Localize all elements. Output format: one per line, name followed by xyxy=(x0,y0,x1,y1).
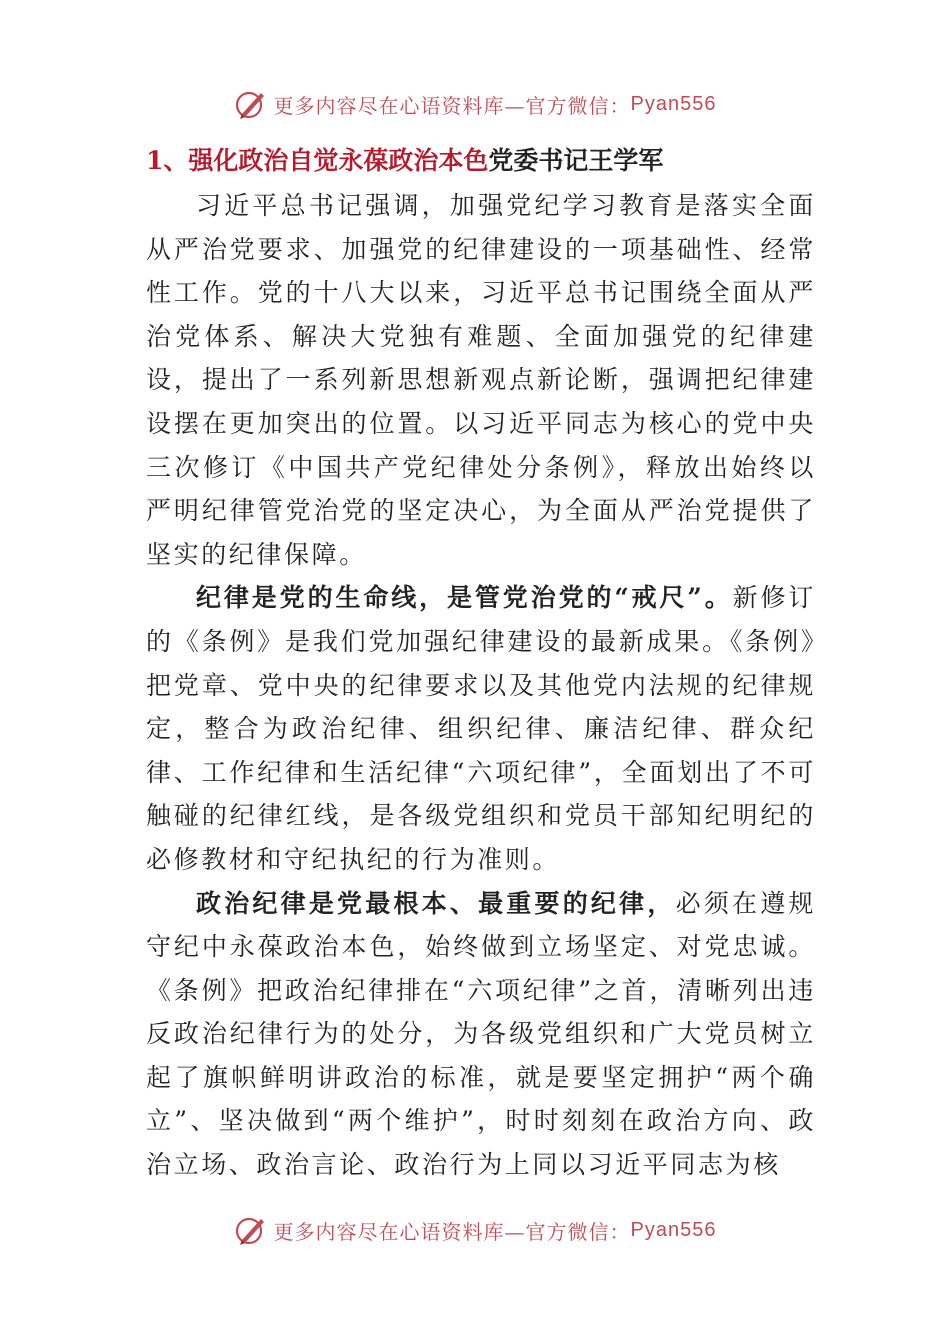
article-title xyxy=(146,138,816,184)
pen-logo-icon xyxy=(234,87,268,121)
title-author: 党委书记王学军 xyxy=(488,146,664,175)
paragraph-3 xyxy=(146,882,816,1187)
paragraph-text: 新修订的《条例》是我们党加强纪律建设的最新成果。《条例》把党章、党中央的纪律要求以及其他党内法规的纪律规定，整合为政治纪律、组织纪律、廉洁纪律、群众纪律、工作纪律和生活纪律“六项纪律”，全面划出了不可触碰的纪律红线，是各级党组织和党员干部知纪明纪的必修教材和守纪执纪的行为准则。 xyxy=(146,583,816,874)
title-heading: 1、强化政治自觉永葆政治本色 xyxy=(146,146,489,175)
paragraph-2 xyxy=(146,576,816,881)
watermark-wechat-id: Pyan556 xyxy=(630,92,717,115)
footer-watermark xyxy=(0,1210,950,1250)
paragraph-text: 必须在遵规守纪中永葆政治本色，始终做到立场坚定、对党忠诚。《条例》把政治纪律排在“六项纪律”之首，清晰列出违反政治纪律行为的处分，为各级党组织和广大党员树立起了旗帜鲜明讲政治的标准，就是要坚定拥护“两个确立”、坚决做到“两个维护”，时时刻刻在政治方向、政治立场、政治言论、政治行为上同以习近平同志为核 xyxy=(146,888,816,1180)
header-watermark xyxy=(0,84,950,124)
paragraph-text: 习近平总书记强调，加强党纪学习教育是落实全面从严治党要求、加强党的纪律建设的一项基础性、经常性工作。党的十八大以来，习近平总书记围绕全面从严治党体系、解决大党独有难题、全面加强党的纪律建设，提出了一系列新思想新观点新论断，强调把纪律建设摆在更加突出的位置。以习近平同志为核心的党中央三次修订《中国共产党纪律处分条例》，释放出始终以严明纪律管党治党的坚定决心，为全面从严治党提供了坚实的纪律保障。 xyxy=(146,191,816,569)
watermark-wechat-id: Pyan556 xyxy=(630,1218,717,1241)
paragraph-lead: 纪律是党的生命线，是管党治党的“戒尺”。 xyxy=(196,583,733,613)
watermark-text: 更多内容尽在心语资料库—官方微信： xyxy=(273,1219,631,1244)
document-body xyxy=(146,138,816,1187)
paragraph-1 xyxy=(146,184,816,576)
pen-logo-icon xyxy=(234,1213,268,1247)
paragraph-lead: 政治纪律是党最根本、最重要的纪律， xyxy=(196,888,676,918)
watermark-text: 更多内容尽在心语资料库—官方微信： xyxy=(273,93,631,118)
